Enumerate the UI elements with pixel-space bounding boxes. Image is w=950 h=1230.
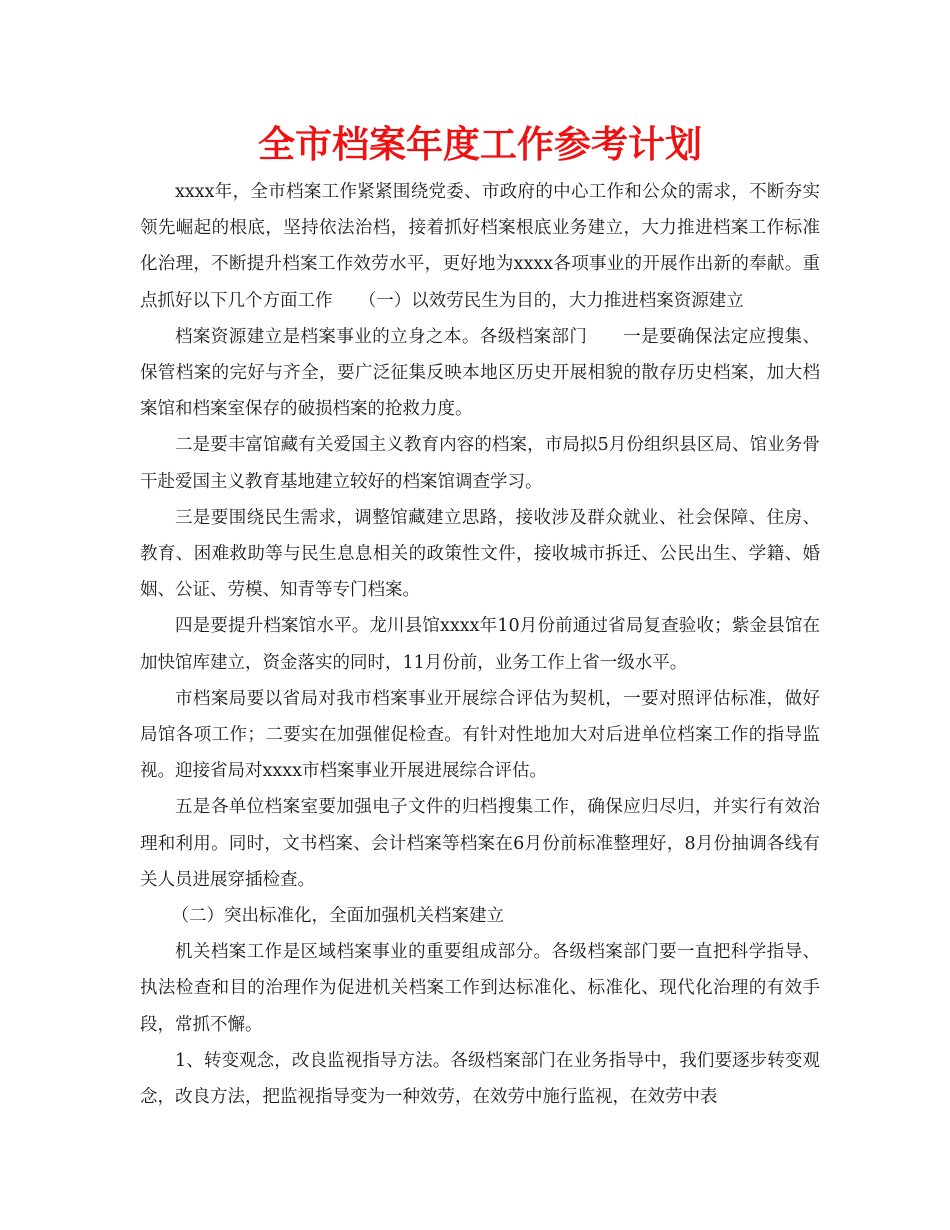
paragraph-agency-archives: 机关档案工作是区域档案事业的重要组成部分。各级档案部门要一直把科学指导、执法检查和目的治理作为促进机关档案工作到达标准化、标准化、现代化治理的有效手段，常抓不懈。 xyxy=(140,942,820,1035)
paragraph-archive-level: 四是要提升档案馆水平。龙川县馆xxxx年10月份前通过省局复查验收；紫金县馆在加快馆库建立，资金落实的同时，11月份前，业务工作上省一级水平。 xyxy=(140,616,820,673)
paragraph-patriotic-education: 二是要丰富馆藏有关爱国主义教育内容的档案，市局拟5月份组织县区局、馆业务骨干赴爱国主义教育基地建立较好的档案馆调查学习。 xyxy=(140,435,820,492)
paragraph-city-bureau: 市档案局要以省局对我市档案事业开展综合评估为契机，一要对照评估标准，做好局馆各项工作；二要实在加强催促检查。有针对性地加大对后进单位档案工作的指导监视。迎接省局对xxxx市档案事业开展进展综合评估。 xyxy=(140,688,820,782)
paragraph-archive-resources: 档案资源建立是档案事业的立身之本。各级档案部门 一是要确保法定应搜集、保管档案的完好与齐全，要广泛征集反映本地区历史开展相貌的散存历史档案，加大档案馆和档案室保存的破损档案的抢救力度。 xyxy=(140,326,820,420)
section-heading-standardization: （二）突出标准化，全面加强机关档案建立 xyxy=(171,906,504,927)
document-page xyxy=(140,122,820,1115)
document-title: 全市档案年度工作参考计划 xyxy=(258,123,702,166)
paragraph-electronic-files: 五是各单位档案室要加强电子文件的归档搜集工作，确保应归尽归，并实行有效治理和利用。同时，文书档案、会计档案等档案在6月份前标准整理好，8月份抽调各线有关人员进展穿插检查。 xyxy=(140,797,820,890)
paragraph-change-concepts: 1、转变观念，改良监视指导方法。各级档案部门在业务指导中，我们要逐步转变观念，改良方法，把监视指导变为一种效劳，在效劳中施行监视，在效劳中表 xyxy=(140,1050,820,1108)
paragraph-intro: xxxx年，全市档案工作紧紧围绕党委、市政府的中心工作和公众的需求，不断夯实领先崛起的根底，坚持依法治档，接着抓好档案根底业务建立，大力推进档案工作标准化治理，不断提升档案工作效劳水平，更好地为xxxx各项事业的开展作出新的奉献。重点抓好以下几个方面工作 （一）以效劳民生为目的，大力推进档案资源建立 xyxy=(140,182,820,311)
paragraph-livelihood-needs: 三是要围绕民生需求，调整馆藏建立思路，接收涉及群众就业、社会保障、住房、教育、困难救助等与民生息息相关的政策性文件，接收城市拆迁、公民出生、学籍、婚姻、公证、劳模、知青等专门档案。 xyxy=(140,507,820,601)
